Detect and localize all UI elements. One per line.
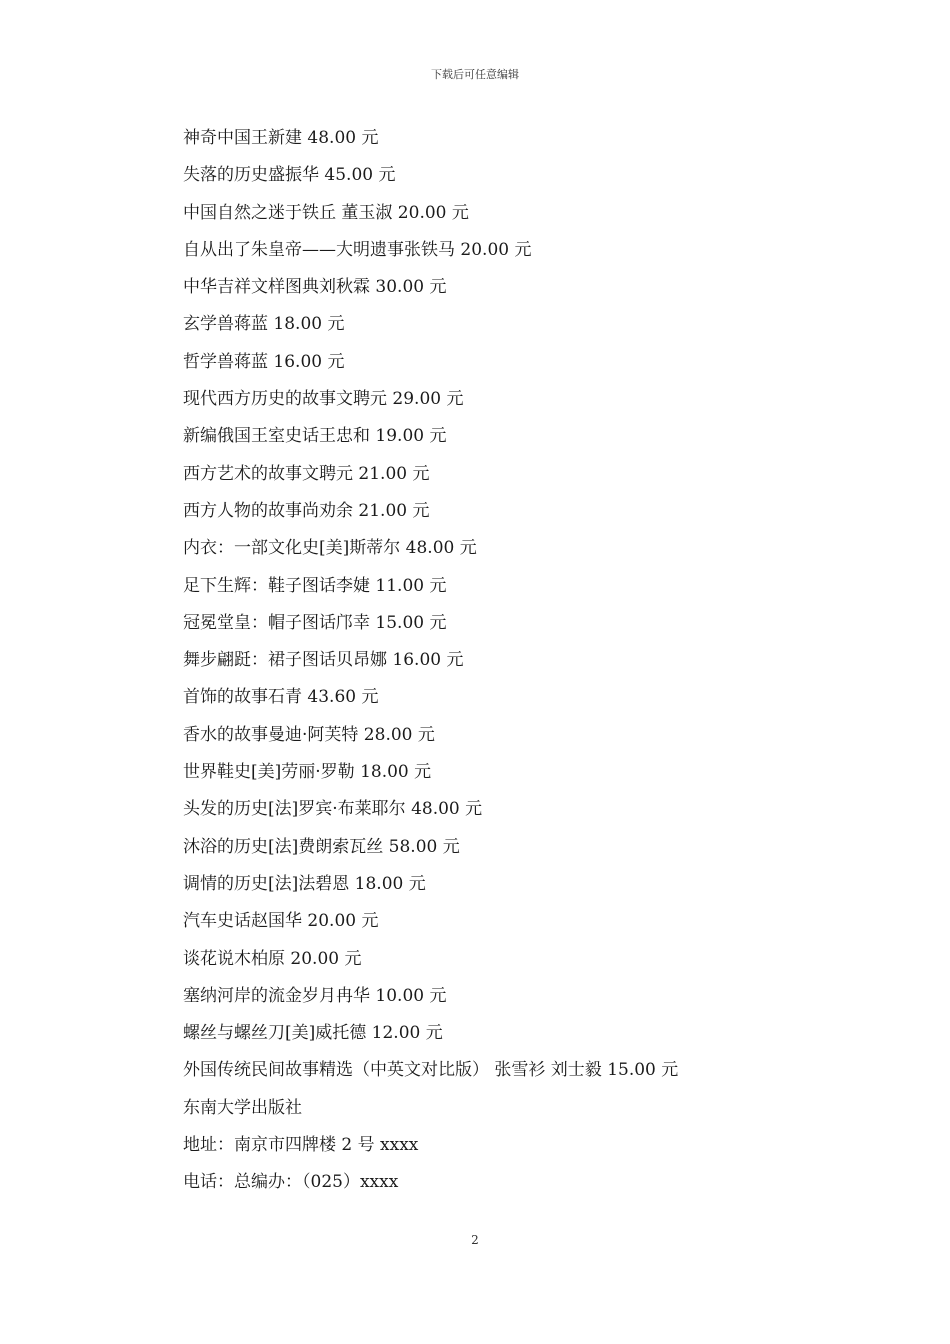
text-line: 头发的历史[法]罗宾·布莱耶尔 48.00 元 (183, 799, 483, 820)
text-line: 电话：总编办：（025）xxxx (183, 1172, 399, 1193)
page-number: 2 (471, 1233, 479, 1247)
text-line: 世界鞋史[美]劳丽·罗勒 18.00 元 (183, 762, 432, 783)
text-line: 汽车史话赵国华 20.00 元 (183, 911, 379, 932)
text-line: 神奇中国王新建 48.00 元 (183, 128, 379, 148)
text-line: 调情的历史[法]法碧恩 18.00 元 (183, 873, 426, 894)
text-line: 香水的故事曼迪·阿芙特 28.00 元 (183, 724, 435, 745)
book-list (183, 124, 883, 1206)
text-line: 首饰的故事石青 43.60 元 (183, 687, 379, 708)
text-line: 自从出了朱皇帝——大明遗事张铁马 20.00 元 (183, 239, 532, 260)
text-line: 塞纳河岸的流金岁月冉华 10.00 元 (183, 985, 447, 1006)
text-line: 螺丝与螺丝刀[美]威托德 12.00 元 (183, 1023, 443, 1044)
text-line: 西方人物的故事尚劝余 21.00 元 (183, 500, 430, 521)
text-line: 西方艺术的故事文聘元 21.00 元 (183, 463, 430, 484)
text-line: 哲学兽蒋蓝 16.00 元 (183, 351, 345, 372)
text-line: 内衣：一部文化史[美]斯蒂尔 48.00 元 (183, 538, 477, 559)
text-line: 舞步翩跹：裙子图话贝昂娜 16.00 元 (183, 650, 464, 671)
text-line: 玄学兽蒋蓝 18.00 元 (183, 314, 345, 335)
text-line: 中国自然之迷于铁丘 董玉淑 20.00 元 (183, 202, 469, 223)
text-line: 地址：南京市四牌楼 2 号 xxxx (183, 1135, 419, 1156)
page-header: 下载后可任意编辑 (431, 68, 519, 81)
text-line: 沐浴的历史[法]费朗索瓦丝 58.00 元 (183, 836, 460, 857)
text-line: 中华吉祥文样图典刘秋霖 30.00 元 (183, 277, 447, 298)
text-line: 外国传统民间故事精选（中英文对比版） 张雪衫 刘士毅 15.00 元 (183, 1060, 679, 1081)
text-line: 失落的历史盛振华 45.00 元 (183, 165, 396, 186)
text-line: 东南大学出版社 (183, 1097, 302, 1118)
text-line: 新编俄国王室史话王忠和 19.00 元 (183, 426, 447, 447)
text-line: 现代西方历史的故事文聘元 29.00 元 (183, 389, 464, 410)
text-line: 谈花说木柏原 20.00 元 (183, 948, 362, 969)
text-line: 足下生辉：鞋子图话李婕 11.00 元 (183, 575, 447, 596)
text-line: 冠冕堂皇：帽子图话邝幸 15.00 元 (183, 612, 447, 633)
